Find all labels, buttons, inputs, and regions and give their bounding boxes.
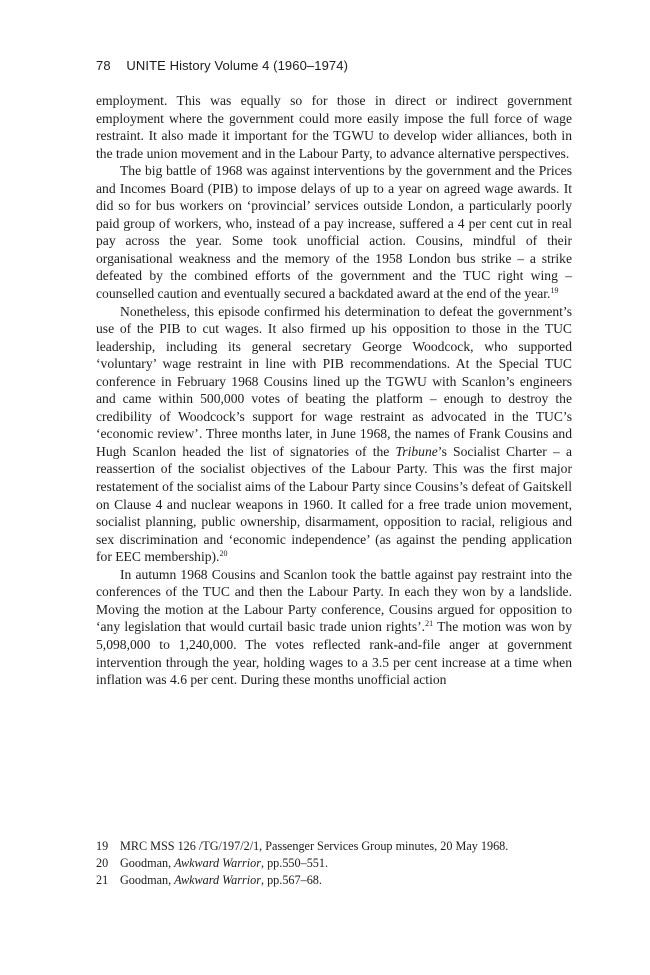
footnote bbox=[96, 838, 572, 855]
footnote-number: 21 bbox=[96, 873, 109, 888]
footnote-ref-20: 20 bbox=[219, 549, 228, 559]
running-head bbox=[96, 58, 348, 73]
footnote-number: 20 bbox=[96, 856, 109, 871]
footnotes bbox=[96, 838, 572, 890]
footnote-number: 19 bbox=[96, 839, 109, 853]
tribune-title: Tribune bbox=[395, 443, 438, 459]
footnote-pages: , pp.550–551. bbox=[260, 856, 329, 871]
paragraph-2-text: The big battle of 1968 was against interventions by the government and the Prices and Incomes Board (PIB) to impose delays of up to a year on agreed wage awards. It did so for bus workers on ‘provincial’ services outside London, a particularly poorly paid group of workers, who, instead of a pay increase, suffered a 4 per cent cut in real pay across the year. Some took unofficial action. Cousins, mindful of their organisational weakness and the memory of the 1958 London bus strike – a strike defeated by the combined efforts of the government and the TUC right wing – counselled caution and eventually secured a backdated award at the end of the year. bbox=[96, 163, 572, 302]
paragraph-3 bbox=[96, 303, 572, 566]
footnote-ref-21: 21 bbox=[425, 619, 434, 629]
footnote bbox=[96, 855, 572, 872]
footnote-text bbox=[120, 872, 322, 889]
paragraph-2 bbox=[96, 162, 572, 302]
footnote-book-title: Awkward Warrior bbox=[174, 856, 261, 871]
paragraph-4-text-a: In autumn 1968 Cousins and Scanlon took the battle against pay restraint into the conferences of the TUC and then the Labour Party. In each they won by a landslide. Moving the motion at the Labour Party conference, Cousins argued for opposition to ‘any legislation that would curtail basic trade union rights’. bbox=[96, 566, 572, 635]
footnote-author: Goodman, bbox=[120, 873, 175, 888]
footnote-text bbox=[120, 855, 328, 872]
footnote-book-title: Awkward Warrior bbox=[174, 873, 261, 888]
footnote-pages: , pp.567–68. bbox=[260, 873, 322, 888]
paragraph-3-text-a: Nonetheless, this episode confirmed his determination to defeat the government’s use of the PIB to cut wages. It also firmed up his opposition to those in the TUC leadership, including its general secretary George Woodcock, who supported ‘voluntary’ wage restraint in line with PIB recommendations. At the Special TUC conference in February 1968 Cousins lined up the TGWU with Scanlon’s engineers and came within 500,000 votes of beating the platform – enough to destroy the credibility of Woodcock’s support for wage restraint as advocated in the TUC’s ‘economic review’. Three months later, in June 1968, the names of Frank Cousins and Hugh Scanlon headed the list of signatories of the bbox=[96, 303, 572, 459]
paragraph-3-text-b: ’s Socialist Charter – a reassertion of the socialist objectives of the Labour Party. This was the first major restatement of the socialist aims of the Labour Party since Cousins’s defeat of Gaitskell on Clause 4 and nuclear weapons in 1960. It called for a free trade union movement, socialist planning, public ownership, disarmament, opposition to racial, religious and sex discrimination and ‘economic independence’ (as against the pending application for EEC membership). bbox=[96, 443, 572, 565]
book-title: UNITE History Volume 4 (1960–1974) bbox=[126, 58, 349, 73]
footnote-author: Goodman, bbox=[120, 856, 175, 871]
footnote bbox=[96, 872, 572, 889]
footnote-text: MRC MSS 126 /TG/197/2/1, Passenger Services Group minutes, 20 May 1968. bbox=[120, 839, 509, 853]
paragraph-4-text-b: The motion was won by 5,098,000 to 1,240,000. The votes reflected rank-and-file anger at government intervention through the year, holding wages to a 3.5 per cent increase at a time when inflation was 4.6 per cent. During these months unofficial action bbox=[96, 619, 573, 688]
page-number: 78 bbox=[96, 58, 111, 73]
body-text bbox=[96, 92, 572, 689]
paragraph-4 bbox=[96, 566, 572, 689]
footnote-ref-19: 19 bbox=[550, 286, 559, 296]
paragraph-1: employment. This was equally so for those in direct or indirect government employment where the government could more easily impose the full force of wage restraint. It also made it important for the TGWU to develop wider alliances, both in the trade union movement and in the Labour Party, to advance alternative perspectives. bbox=[96, 93, 572, 161]
